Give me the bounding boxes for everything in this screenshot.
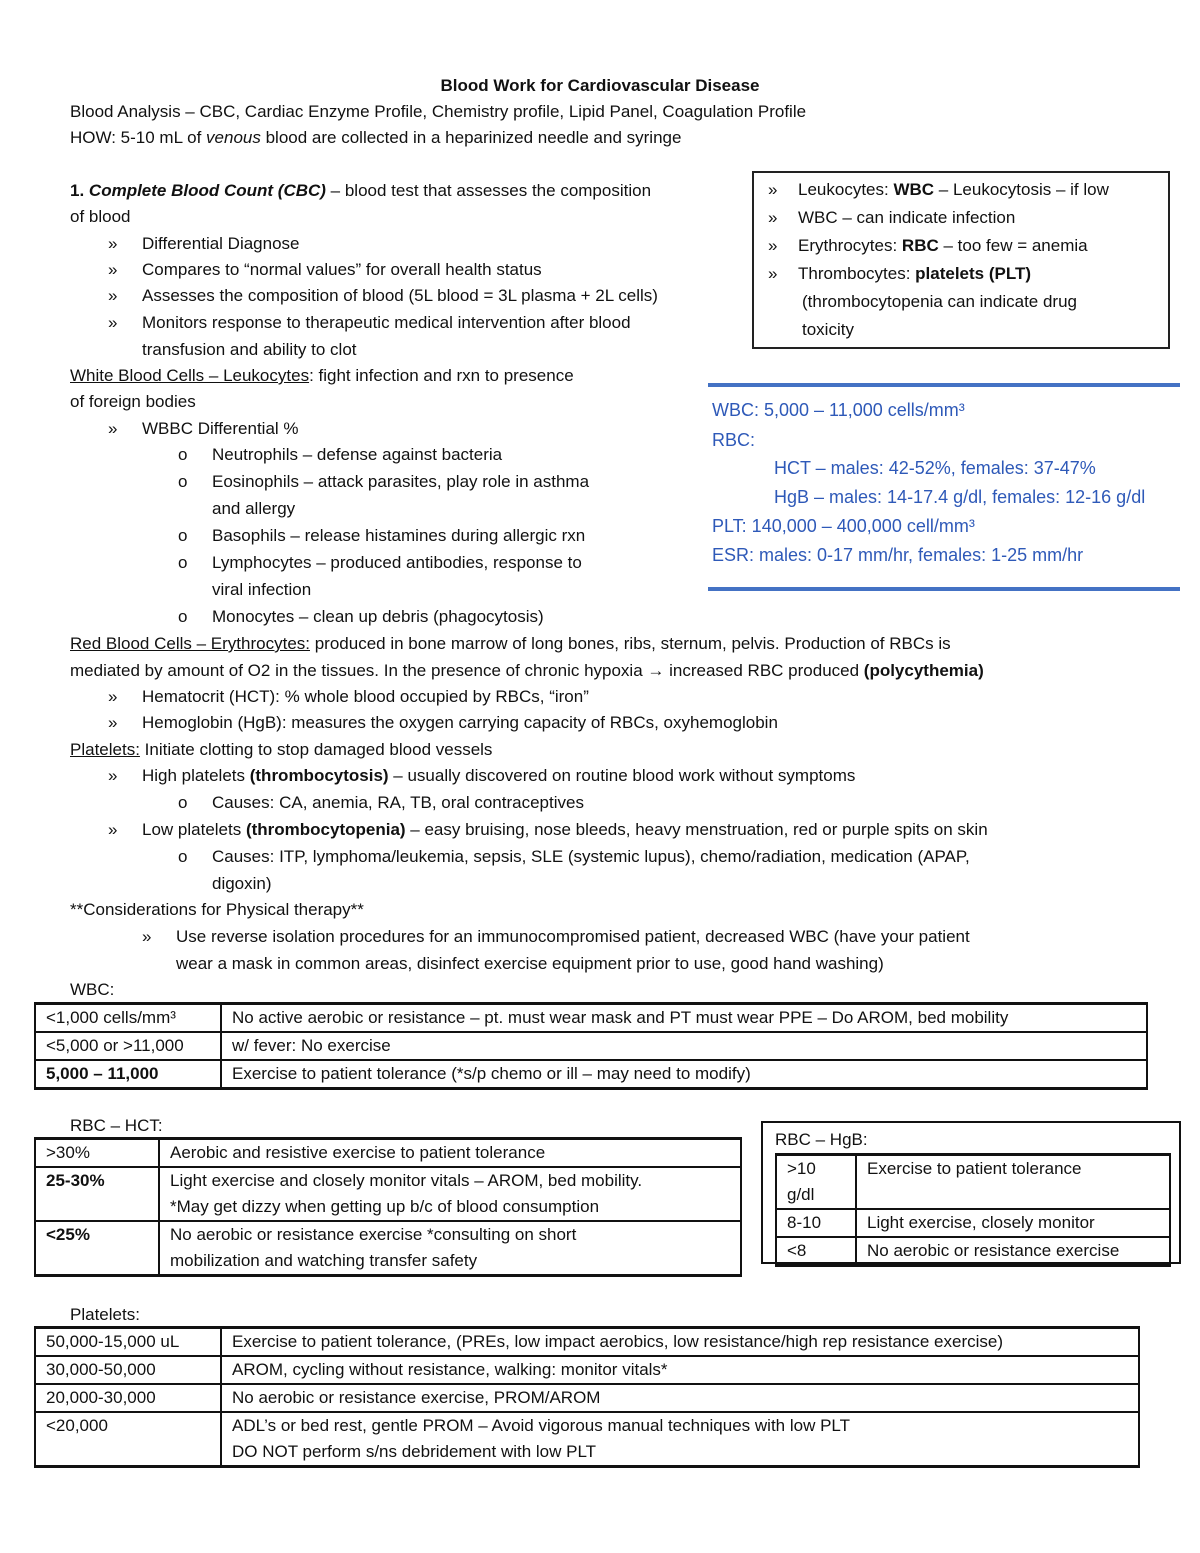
plt-action-cell: ADL’s or bed rest, gentle PROM – Avoid vigorous manual techniques with low PLT DO NOT perform s/ns debridement with low PLT: [221, 1412, 1139, 1467]
plt-range-cell: <20,000: [35, 1412, 221, 1467]
table-row: [35, 1356, 1139, 1384]
plt-action-cell: AROM, cycling without resistance, walking: monitor vitals*: [221, 1356, 1139, 1384]
cell-types-box: [752, 171, 1170, 349]
plt-range-cell: 50,000-15,000 uL: [35, 1328, 221, 1357]
arrow-right-icon: →: [647, 661, 665, 680]
platelets-high: » High platelets (thrombocytosis) – usually discovered on routine blood work without symptoms: [108, 766, 856, 785]
box-bullet-thrombocytes: » Thrombocytes: platelets (PLT): [768, 264, 1032, 283]
wbc-heading-cont: of foreign bodies: [70, 392, 196, 411]
wbc-table-label: WBC:: [70, 980, 115, 999]
ref-esr: ESR: males: 0-17 mm/hr, females: 1-25 mm/hr: [712, 545, 1084, 565]
plt-table: [34, 1326, 1140, 1468]
hct-range-cell: 25-30%: [35, 1167, 159, 1221]
plt-action-cell: No aerobic or resistance exercise, PROM/AROM: [221, 1384, 1139, 1412]
reference-rule-top: [708, 383, 1180, 387]
page-title: Blood Work for Cardiovascular Disease: [440, 76, 760, 95]
cbc-bullet-1: » Differential Diagnose: [108, 234, 300, 253]
platelets-high-causes: o Causes: CA, anemia, RA, TB, oral contraceptives: [178, 793, 584, 812]
pt-considerations-bullet: » Use reverse isolation procedures for an immunocompromised patient, decreased WBC (have your patient: [142, 927, 970, 946]
hct-range-cell: >30%: [35, 1139, 159, 1168]
wbc-differential: » WBBC Differential %: [108, 419, 299, 438]
table-row: [35, 1004, 1147, 1033]
table-row: [35, 1032, 1147, 1060]
wbc-heading: White Blood Cells – Leukocytes: fight infection and rxn to presence: [70, 366, 574, 385]
platelets-low: » Low platelets (thrombocytopenia) – easy bruising, nose bleeds, heavy menstruation, red or purple spits on skin: [108, 820, 988, 839]
plt-range-cell: 30,000-50,000: [35, 1356, 221, 1384]
wbc-table: [34, 1002, 1148, 1090]
pt-considerations-heading: **Considerations for Physical therapy**: [70, 900, 364, 919]
table-row: [35, 1384, 1139, 1412]
ref-hct: HCT – males: 42-52%, females: 37-47%: [774, 458, 1096, 478]
pt-considerations-bullet-cont: wear a mask in common areas, disinfect exercise equipment prior to use, good hand washing): [176, 954, 884, 973]
box-bullet-erythrocytes: » Erythrocytes: RBC – too few = anemia: [768, 236, 1088, 255]
hgb-action-cell: Exercise to patient tolerance: [856, 1155, 1170, 1210]
hgb-table: [775, 1153, 1171, 1267]
box-bullet-leukocytes: » Leukocytes: WBC – Leukocytosis – if low: [768, 180, 1109, 199]
hgb-action-cell: Light exercise, closely monitor: [856, 1209, 1170, 1237]
ref-plt: PLT: 140,000 – 400,000 cell/mm³: [712, 516, 975, 536]
cbc-desc-cont: of blood: [70, 207, 131, 226]
table-row: [776, 1237, 1170, 1266]
rbc-line-2: mediated by amount of O2 in the tissues. In the presence of chronic hypoxia → increased RBC produced (polycythemia): [70, 661, 984, 680]
wbc-range-cell: 5,000 – 11,000: [35, 1060, 221, 1089]
cbc-bullet-3: » Assesses the composition of blood (5L blood = 3L plasma + 2L cells): [108, 286, 658, 305]
plt-table-label: Platelets:: [70, 1305, 140, 1324]
table-row: [35, 1060, 1147, 1089]
how-line: HOW: 5-10 mL of venous blood are collected in a heparinized needle and syringe: [70, 128, 682, 147]
hgb-range-cell: 8-10: [776, 1209, 856, 1237]
wbc-type-eosinophils-cont: and allergy: [212, 499, 296, 518]
platelets-low-causes-cont: digoxin): [212, 874, 272, 893]
hgb-table-label: RBC – HgB:: [775, 1130, 868, 1149]
ref-rbc: RBC:: [712, 430, 756, 450]
wbc-type-neutrophils: o Neutrophils – defense against bacteria: [178, 445, 503, 464]
wbc-type-monocytes: o Monocytes – clean up debris (phagocytosis): [178, 607, 544, 626]
table-row: [776, 1155, 1170, 1210]
hct-action-cell: No aerobic or resistance exercise *consulting on short mobilization and watching transfer safety: [159, 1221, 741, 1276]
hgb-table-box: [761, 1121, 1181, 1264]
wbc-action-cell: w/ fever: No exercise: [221, 1032, 1147, 1060]
wbc-range-cell: <5,000 or >11,000: [35, 1032, 221, 1060]
cbc-bullet-4: » Monitors response to therapeutic medical intervention after blood: [108, 313, 631, 332]
analysis-line: Blood Analysis – CBC, Cardiac Enzyme Profile, Chemistry profile, Lipid Panel, Coagulation Profile: [70, 102, 807, 121]
hgb-range-cell: <8: [776, 1237, 856, 1266]
table-row: [35, 1221, 741, 1276]
hgb-range-cell: >10 g/dl: [776, 1155, 856, 1210]
table-row: [35, 1328, 1139, 1357]
box-bullet-wbc: » WBC – can indicate infection: [768, 208, 1016, 227]
wbc-type-lymphocytes-cont: viral infection: [212, 580, 312, 599]
wbc-action-cell: No active aerobic or resistance – pt. must wear mask and PT must wear PPE – Do AROM, bed mobility: [221, 1004, 1147, 1033]
hct-table-label: RBC – HCT:: [70, 1116, 163, 1135]
reference-rule-bottom: [708, 587, 1180, 591]
table-row: [35, 1412, 1139, 1467]
ref-hgb: HgB – males: 14-17.4 g/dl, females: 12-16 g/dl: [774, 487, 1146, 507]
hct-action-cell: Aerobic and resistive exercise to patient tolerance: [159, 1139, 741, 1168]
hct-range-cell: <25%: [35, 1221, 159, 1276]
cbc-heading: 1. Complete Blood Count (CBC) – blood test that assesses the composition: [70, 181, 652, 200]
ref-wbc: WBC: 5,000 – 11,000 cells/mm³: [712, 400, 965, 420]
plt-range-cell: 20,000-30,000: [35, 1384, 221, 1412]
rbc-bullet-hgb: » Hemoglobin (HgB): measures the oxygen carrying capacity of RBCs, oxyhemoglobin: [108, 713, 778, 732]
wbc-type-basophils: o Basophils – release histamines during allergic rxn: [178, 526, 586, 545]
hgb-action-cell: No aerobic or resistance exercise: [856, 1237, 1170, 1266]
table-row: [776, 1209, 1170, 1237]
cbc-bullet-2: » Compares to “normal values” for overall health status: [108, 260, 542, 279]
wbc-action-cell: Exercise to patient tolerance (*s/p chemo or ill – may need to modify): [221, 1060, 1147, 1089]
plt-action-cell: Exercise to patient tolerance, (PREs, low impact aerobics, low resistance/high rep resistance exercise): [221, 1328, 1139, 1357]
wbc-range-cell: <1,000 cells/mm³: [35, 1004, 221, 1033]
table-row: [35, 1167, 741, 1221]
platelets-low-causes: o Causes: ITP, lymphoma/leukemia, sepsis, SLE (systemic lupus), chemo/radiation, medication (APAP,: [178, 847, 970, 866]
platelets-heading: Platelets: Initiate clotting to stop damaged blood vessels: [70, 740, 493, 759]
box-bullet-thrombocytes-cont-1: (thrombocytopenia can indicate drug: [802, 292, 1077, 311]
box-bullet-thrombocytes-cont-2: toxicity: [802, 320, 854, 339]
cbc-bullet-4-cont: transfusion and ability to clot: [142, 340, 357, 359]
wbc-type-eosinophils: o Eosinophils – attack parasites, play role in asthma: [178, 472, 590, 491]
rbc-heading: Red Blood Cells – Erythrocytes: produced in bone marrow of long bones, ribs, sternum, pelvis. Production of RBCs is: [70, 634, 951, 653]
hct-table: [34, 1137, 742, 1277]
wbc-type-lymphocytes: o Lymphocytes – produced antibodies, response to: [178, 553, 582, 572]
table-row: [35, 1139, 741, 1168]
rbc-bullet-hct: » Hematocrit (HCT): % whole blood occupied by RBCs, “iron”: [108, 687, 589, 706]
hct-action-cell: Light exercise and closely monitor vitals – AROM, bed mobility. *May get dizzy when getting up b/c of blood consumption: [159, 1167, 741, 1221]
